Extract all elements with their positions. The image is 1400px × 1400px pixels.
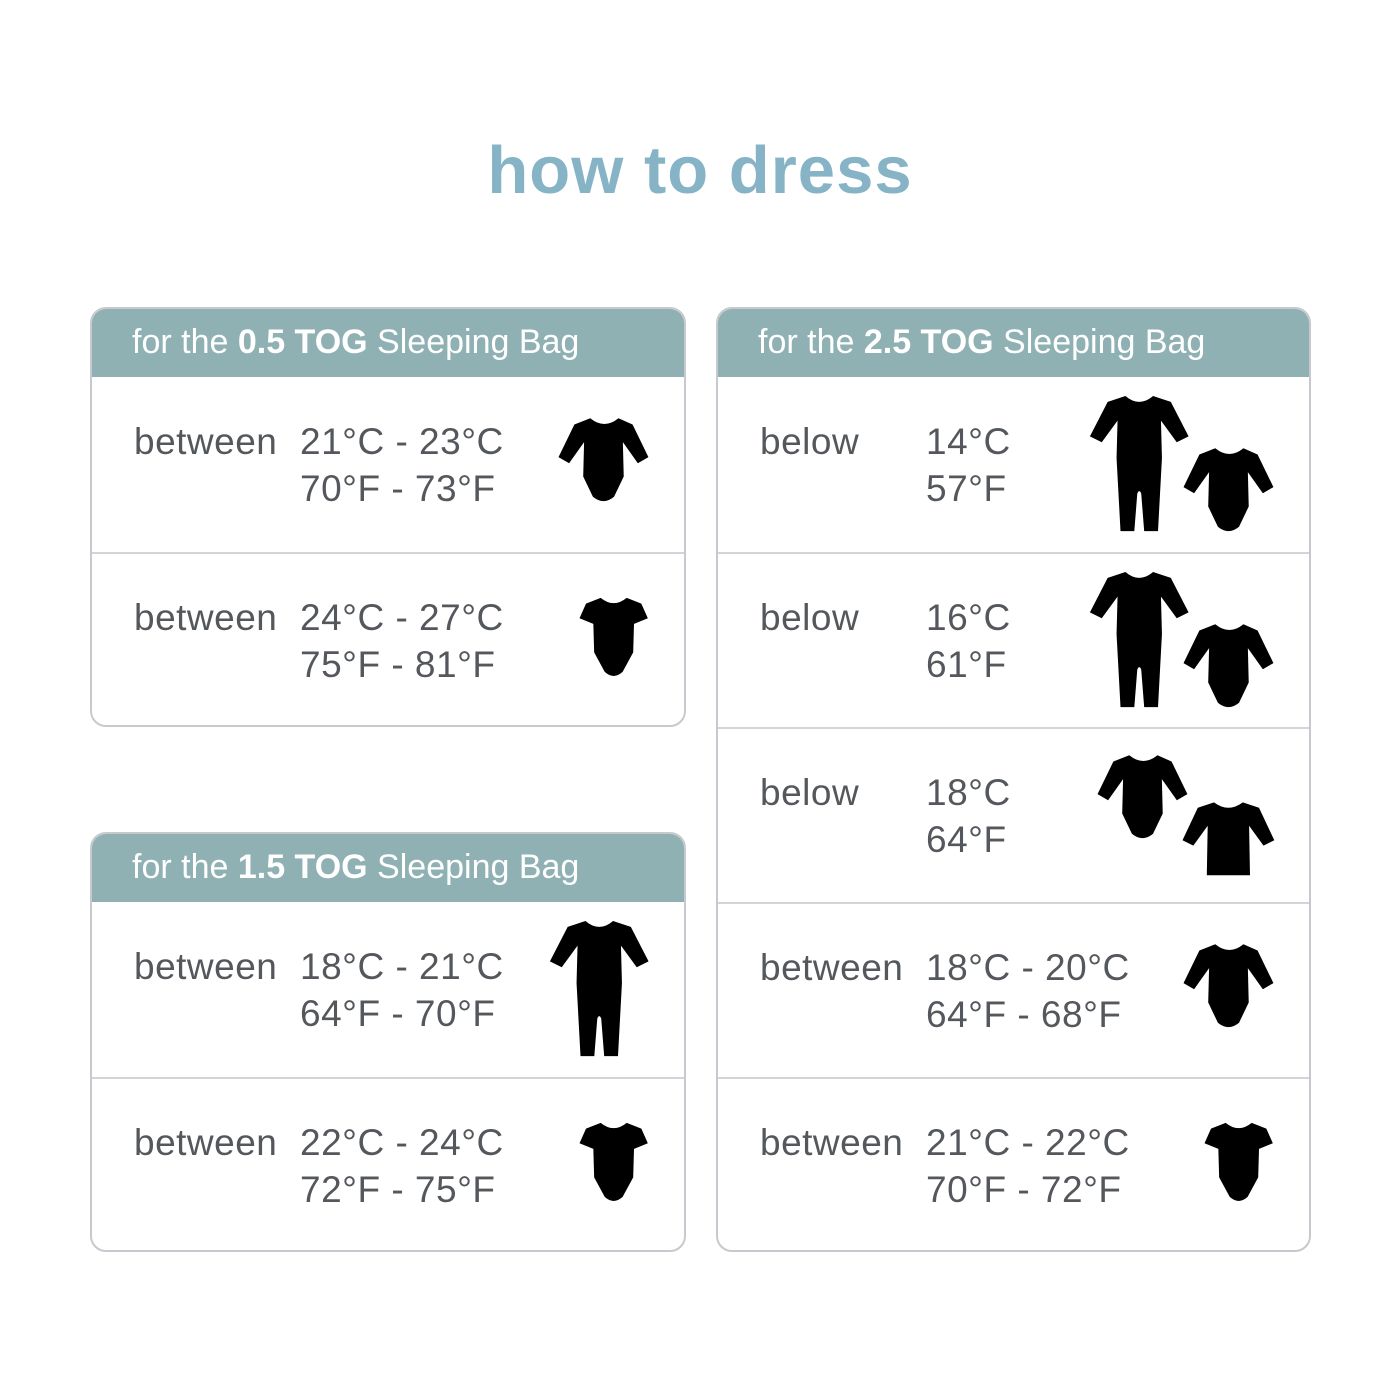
temp-ranges <box>300 943 504 1037</box>
tog-1-5-card <box>90 832 686 1252</box>
temp-ranges <box>300 1119 504 1213</box>
temp-row-text <box>760 769 1094 863</box>
short-sleeve-bodysuit-icon <box>573 1118 654 1214</box>
fahrenheit-range: 64°F <box>926 818 1007 860</box>
header-prefix: for the <box>132 322 238 361</box>
temp-qualifier: between <box>760 946 904 988</box>
fahrenheit-range: 61°F <box>926 643 1007 685</box>
temp-ranges <box>926 1119 1130 1213</box>
coverall-icon <box>544 916 655 1064</box>
tog-0-5-card-header <box>90 307 686 377</box>
tog-1-5-card-header <box>90 832 686 902</box>
temp-qualifier: between <box>134 1121 278 1163</box>
temp-row <box>718 552 1309 727</box>
outfit-icons <box>573 593 654 689</box>
outfit-icons <box>555 413 654 517</box>
fahrenheit-range: 70°F - 73°F <box>300 467 496 509</box>
temp-row-text <box>760 418 1084 512</box>
temp-qualifier: between <box>760 1121 904 1163</box>
temp-ranges <box>926 769 1011 863</box>
long-sleeve-bodysuit-icon <box>555 413 654 517</box>
coverall-icon <box>1084 391 1195 539</box>
tog-2-5-card-header <box>716 307 1311 377</box>
celsius-range: 18°C - 20°C <box>926 946 1130 988</box>
temp-qualifier: below <box>760 596 860 638</box>
temp-row <box>92 1077 684 1252</box>
temp-row <box>92 552 684 727</box>
celsius-range: 18°C <box>926 771 1011 813</box>
outfit-icons <box>573 1118 654 1214</box>
outfit-icons <box>544 916 655 1064</box>
temp-row-text <box>134 594 573 688</box>
temp-qualifier: between <box>134 596 278 638</box>
temp-row-text <box>760 594 1084 688</box>
temp-row <box>718 902 1309 1077</box>
temp-row <box>718 377 1309 552</box>
temp-row <box>92 377 684 552</box>
header-suffix: Sleeping Bag <box>367 847 580 886</box>
temp-ranges <box>300 418 504 512</box>
long-sleeve-shirt-icon <box>1178 797 1279 887</box>
short-sleeve-bodysuit-icon <box>1198 1118 1279 1214</box>
outfit-icons <box>1094 764 1280 868</box>
temp-row-text <box>760 1119 1198 1213</box>
temp-row <box>718 1077 1309 1252</box>
fahrenheit-range: 72°F - 75°F <box>300 1168 496 1210</box>
tog-value: 2.5 TOG <box>863 322 994 361</box>
temp-qualifier: between <box>134 945 278 987</box>
tog-0-5-card <box>90 307 686 727</box>
outfit-icons <box>1180 939 1279 1043</box>
header-prefix: for the <box>132 847 238 886</box>
celsius-range: 21°C - 23°C <box>300 420 504 462</box>
temp-ranges <box>300 594 504 688</box>
temp-row-text <box>134 1119 573 1213</box>
celsius-range: 21°C - 22°C <box>926 1121 1130 1163</box>
celsius-range: 24°C - 27°C <box>300 596 504 638</box>
celsius-range: 18°C - 21°C <box>300 945 504 987</box>
temp-ranges <box>926 594 1011 688</box>
fahrenheit-range: 64°F - 70°F <box>300 992 496 1034</box>
temp-ranges <box>926 418 1011 512</box>
tog-value: 0.5 TOG <box>237 322 368 361</box>
page-title: how to dress <box>487 133 913 208</box>
fahrenheit-range: 70°F - 72°F <box>926 1168 1122 1210</box>
long-sleeve-bodysuit-icon <box>1180 619 1279 723</box>
temp-row-text <box>134 418 555 512</box>
temp-row <box>92 902 684 1077</box>
header-prefix: for the <box>758 322 864 361</box>
fahrenheit-range: 64°F - 68°F <box>926 993 1122 1035</box>
temp-row-text <box>134 943 544 1037</box>
header-suffix: Sleeping Bag <box>993 322 1206 361</box>
outfit-icons <box>1084 567 1279 715</box>
temp-row-text <box>760 944 1180 1038</box>
temp-row <box>718 727 1309 902</box>
long-sleeve-bodysuit-icon <box>1180 939 1279 1043</box>
tog-value: 1.5 TOG <box>237 847 368 886</box>
temp-qualifier: between <box>134 420 278 462</box>
celsius-range: 22°C - 24°C <box>300 1121 504 1163</box>
temp-qualifier: below <box>760 420 860 462</box>
header-suffix: Sleeping Bag <box>367 322 580 361</box>
long-sleeve-bodysuit-icon <box>1180 443 1279 547</box>
temp-ranges <box>926 944 1130 1038</box>
fahrenheit-range: 75°F - 81°F <box>300 643 496 685</box>
outfit-icons <box>1198 1118 1279 1214</box>
fahrenheit-range: 57°F <box>926 467 1007 509</box>
temp-qualifier: below <box>760 771 860 813</box>
tog-2-5-card <box>716 307 1311 1252</box>
celsius-range: 16°C <box>926 596 1011 638</box>
short-sleeve-bodysuit-icon <box>573 593 654 689</box>
coverall-icon <box>1084 567 1195 715</box>
celsius-range: 14°C <box>926 420 1011 462</box>
outfit-icons <box>1084 391 1279 539</box>
